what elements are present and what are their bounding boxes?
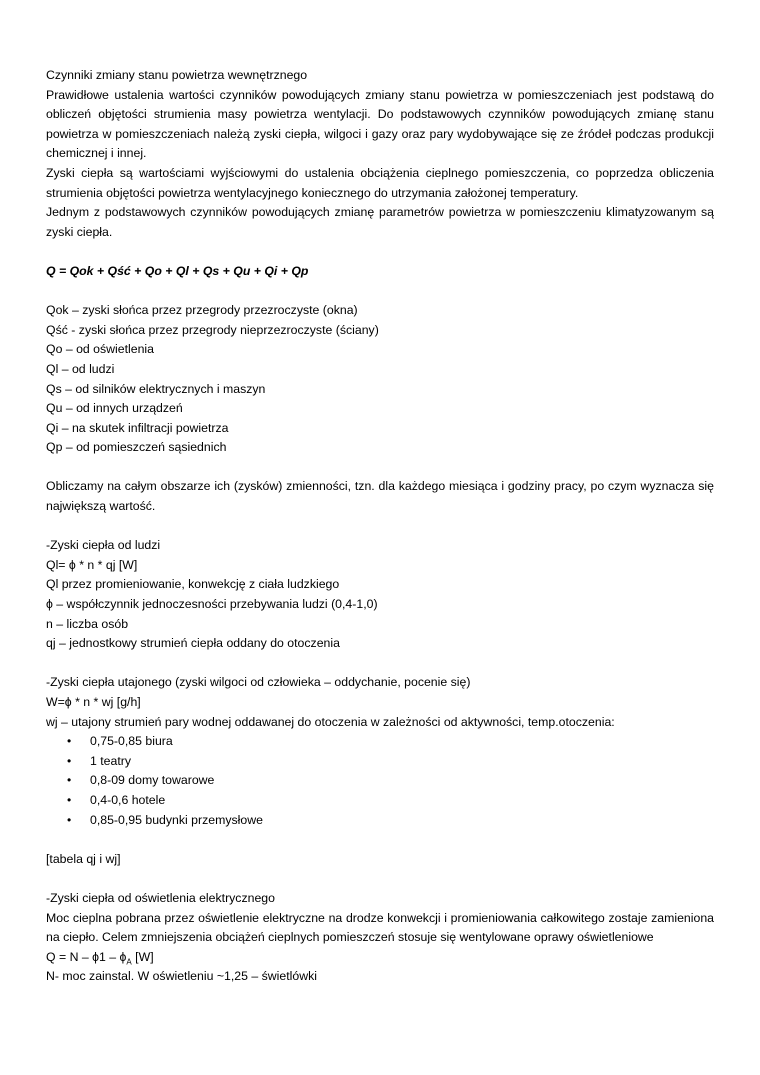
latent-section-title: -Zyski ciepła utajonego (zyski wilgoci od człowieka – oddychanie, pocenie się) bbox=[46, 675, 471, 690]
intro-paragraph: Jednym z podstawowych czynników powodujących zmianę parametrów powietrza w pomieszczeniu klimatyzowanym są zyski ciepła. bbox=[46, 205, 714, 239]
bullet-item bbox=[46, 791, 714, 811]
lighting-last-line: N- moc zainstal. W oświetleniu ~1,25 – świetlówki bbox=[46, 969, 317, 984]
bullet-text: 0,85-0,95 budynki przemysłowe bbox=[90, 812, 263, 827]
lighting-formula bbox=[46, 948, 714, 968]
bullet-item bbox=[46, 811, 714, 831]
latent-bullet-list bbox=[46, 732, 714, 830]
bullet-item bbox=[46, 752, 714, 772]
latent-description: wj – utajony strumień pary wodnej oddawanej do otoczenia w zależności od aktywności, temp.otoczenia: bbox=[46, 714, 615, 729]
bullet-text: 0,8-09 domy towarowe bbox=[90, 773, 215, 788]
definition-line: Qo – od oświetlenia bbox=[46, 342, 155, 357]
people-line: Ql przez promieniowanie, konwekcję z ciała ludzkiego bbox=[46, 577, 340, 592]
bullet-icon: • bbox=[67, 812, 72, 827]
definition-line: Qu – od innych urządzeń bbox=[46, 401, 183, 416]
lighting-section-title: -Zyski ciepła od oświetlenia elektrycznego bbox=[46, 890, 275, 905]
definition-line: Qs – od silników elektrycznych i maszyn bbox=[46, 381, 266, 396]
definition-line: Qść - zyski słońca przez przegrody nieprzezroczyste (ściany) bbox=[46, 322, 379, 337]
bullet-icon: • bbox=[67, 753, 72, 768]
table-note: [tabela qj i wj] bbox=[46, 851, 121, 866]
definition-line: Ql – od ludzi bbox=[46, 361, 115, 376]
bullet-text: 0,75-0,85 biura bbox=[90, 734, 173, 749]
intro-paragraph: Zyski ciepła są wartościami wyjściowymi do ustalenia obciążenia cieplnego pomieszczenia, co poprzedza obliczenia strumienia objętości powietrza wentylacyjnego koniecznego do utrzymania założonej temperatury. bbox=[46, 165, 714, 200]
people-section-title: -Zyski ciepła od ludzi bbox=[46, 538, 161, 553]
bullet-item bbox=[46, 732, 714, 752]
definition-line: Qi – na skutek infiltracji powietrza bbox=[46, 420, 229, 435]
people-line: ϕ – współczynnik jednoczesności przebywania ludzi (0,4-1,0) bbox=[46, 597, 378, 612]
calc-note: Obliczamy na całym obszarze ich (zysków) zmienności, tzn. dla każdego miesiąca i godziny pracy, po czym wyznacza się największą wartość. bbox=[46, 479, 714, 514]
bullet-item bbox=[46, 771, 714, 791]
lighting-paragraph: Moc cieplna pobrana przez oświetlenie elektryczne na drodze konwekcji i promieniowania całkowitego zostaje zamieniona na ciepło. Celem zmniejszenia obciążeń cieplnych pomieszczeń stosuje się wentylowane oprawy oświetleniowe bbox=[46, 910, 714, 945]
people-line: n – liczba osób bbox=[46, 616, 129, 631]
lighting-formula-unit: [W] bbox=[131, 949, 154, 964]
people-line: qj – jednostkowy strumień ciepła oddany do otoczenia bbox=[46, 636, 340, 651]
bullet-text: 1 teatry bbox=[90, 753, 132, 768]
bullet-icon: • bbox=[67, 792, 72, 807]
bullet-icon: • bbox=[67, 773, 72, 788]
lighting-formula-subscript: A bbox=[126, 957, 132, 967]
bullet-icon: • bbox=[67, 734, 72, 749]
section-heading: Czynniki zmiany stanu powietrza wewnętrznego bbox=[46, 68, 308, 82]
latent-formula: W=ϕ * n * wj [g/h] bbox=[46, 695, 141, 709]
people-formula: Ql= ϕ * n * qj [W] bbox=[46, 557, 138, 572]
bullet-text: 0,4-0,6 hotele bbox=[90, 792, 166, 807]
main-formula: Q = Qok + Qść + Qo + Ql + Qs + Qu + Qi + Qp bbox=[46, 263, 309, 278]
definition-line: Qp – od pomieszczeń sąsiednich bbox=[46, 440, 227, 455]
definition-line: Qok – zyski słońca przez przegrody przezroczyste (okna) bbox=[46, 303, 358, 318]
lighting-formula-main: Q = N – ϕ1 – ϕ bbox=[46, 949, 127, 964]
intro-paragraph: Prawidłowe ustalenia wartości czynników powodujących zmiany stanu powietrza w pomieszczeniach jest podstawą do obliczeń objętości strumienia masy powietrza wentylacji. Do podstawowych czynników powodujących zmianę stanu powietrza w pomieszczeniach należą zyski ciepła, wilgoci i gazy oraz pary wydobywające się ze źródeł podczas produkcji chemicznej i innej. bbox=[46, 87, 714, 161]
document-page bbox=[46, 66, 714, 987]
